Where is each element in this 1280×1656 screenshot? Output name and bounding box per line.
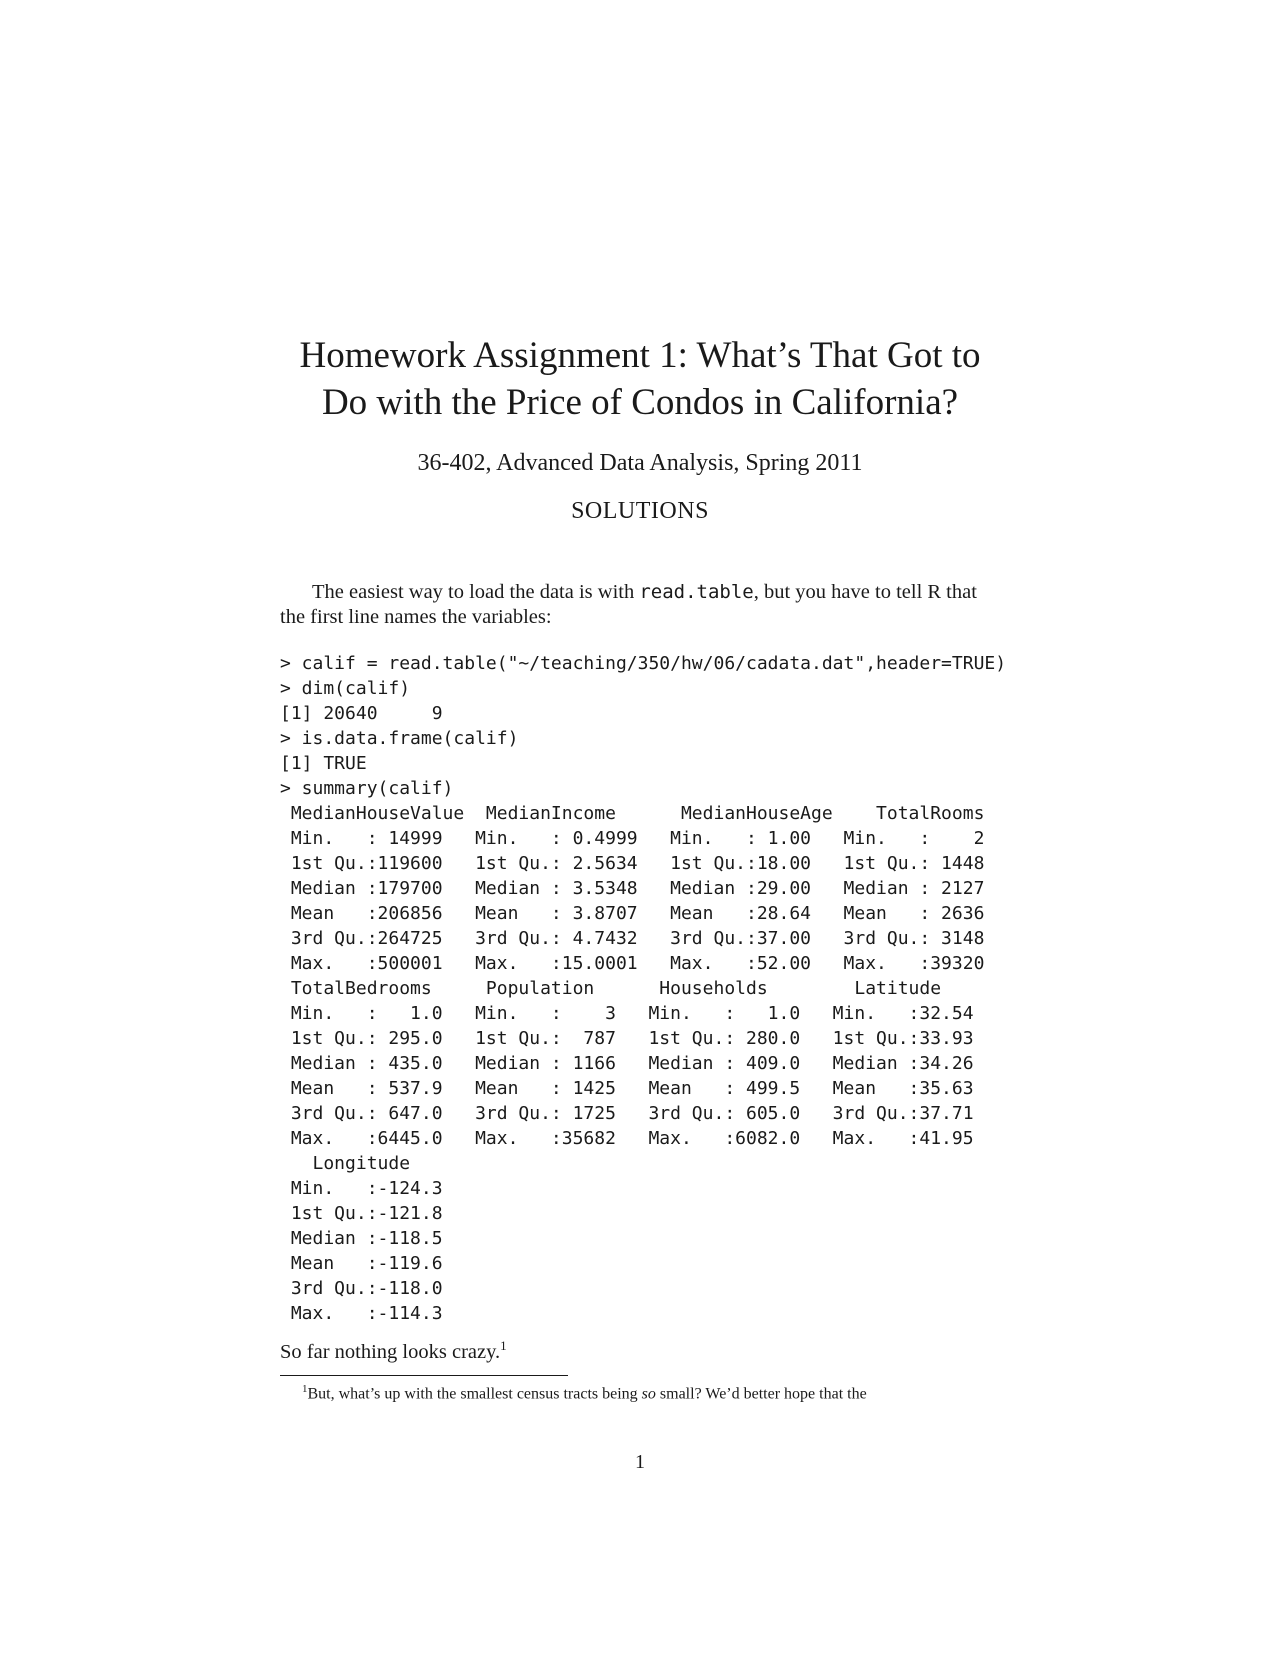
- console-line: 1st Qu.:119600 1st Qu.: 2.5634 1st Qu.:18.00 1st Qu.: 1448: [280, 853, 985, 874]
- footnote-rule: [280, 1375, 568, 1376]
- console-line: Min. : 14999 Min. : 0.4999 Min. : 1.00 Min. : 2: [280, 828, 985, 849]
- console-line: 1st Qu.: 295.0 1st Qu.: 787 1st Qu.: 280.0 1st Qu.:33.93: [280, 1028, 974, 1049]
- console-line: Max. :-114.3: [280, 1303, 443, 1324]
- console-line: Longitude: [280, 1153, 411, 1174]
- console-line: [1] 20640 9: [280, 703, 443, 724]
- r-console-output: [280, 651, 1006, 1326]
- intro-text-after: , but you have to tell R that the first line names the variables:: [280, 581, 977, 628]
- console-line: > summary(calif): [280, 778, 454, 799]
- console-line: TotalBedrooms Population Households Latitude: [280, 978, 942, 999]
- page-number: 1: [635, 1451, 645, 1473]
- title-line-2: Do with the Price of Condos in California?: [321, 382, 959, 423]
- footnote-text-before: But, what’s up with the smallest census tracts being: [307, 1385, 642, 1403]
- console-line: > calif = read.table("~/teaching/350/hw/06/cadata.dat",header=TRUE): [280, 653, 1007, 674]
- console-line: Median :179700 Median : 3.5348 Median :29.00 Median : 2127: [280, 878, 985, 899]
- console-line: Mean : 537.9 Mean : 1425 Mean : 499.5 Mean :35.63: [280, 1078, 974, 1099]
- footnote: [302, 1383, 867, 1403]
- document-title: [240, 332, 1040, 426]
- console-line: Median : 435.0 Median : 1166 Median : 409.0 Median :34.26: [280, 1053, 974, 1074]
- console-line: 3rd Qu.:-118.0: [280, 1278, 443, 1299]
- solutions-heading: SOLUTIONS: [571, 498, 709, 524]
- console-line: Mean :-119.6: [280, 1253, 443, 1274]
- course-info: 36-402, Advanced Data Analysis, Spring 2011: [417, 450, 863, 476]
- intro-paragraph: [280, 580, 1000, 630]
- title-line-1: Homework Assignment 1: What’s That Got to: [299, 335, 981, 376]
- footnote-text-after: small? We’d better hope that the: [655, 1385, 867, 1403]
- console-line: Median :-118.5: [280, 1228, 443, 1249]
- console-line: MedianHouseValue MedianIncome MedianHouseAge TotalRooms: [280, 803, 985, 824]
- console-line: [1] TRUE: [280, 753, 367, 774]
- console-line: 1st Qu.:-121.8: [280, 1203, 443, 1224]
- footnote-marker: 1: [302, 1383, 308, 1395]
- footnote-ref: 1: [500, 1338, 507, 1353]
- console-line: 3rd Qu.:264725 3rd Qu.: 4.7432 3rd Qu.:37.00 3rd Qu.: 3148: [280, 928, 985, 949]
- console-line: Min. :-124.3: [280, 1178, 443, 1199]
- console-line: Max. :6445.0 Max. :35682 Max. :6082.0 Max. :41.95: [280, 1128, 974, 1149]
- console-line: 3rd Qu.: 647.0 3rd Qu.: 1725 3rd Qu.: 605.0 3rd Qu.:37.71: [280, 1103, 974, 1124]
- console-line: > is.data.frame(calif): [280, 728, 519, 749]
- intro-text-before: The easiest way to load the data is with: [312, 581, 640, 603]
- conclusion-sentence: [280, 1338, 507, 1364]
- console-line: Min. : 1.0 Min. : 3 Min. : 1.0 Min. :32.54: [280, 1003, 974, 1024]
- console-line: Max. :500001 Max. :15.0001 Max. :52.00 Max. :39320: [280, 953, 985, 974]
- console-line: Mean :206856 Mean : 3.8707 Mean :28.64 Mean : 2636: [280, 903, 985, 924]
- conclusion-text: So far nothing looks crazy.: [280, 1340, 501, 1363]
- footnote-emphasis: so: [641, 1385, 656, 1403]
- console-line: > dim(calif): [280, 678, 411, 699]
- inline-code-read-table: read.table: [639, 581, 754, 603]
